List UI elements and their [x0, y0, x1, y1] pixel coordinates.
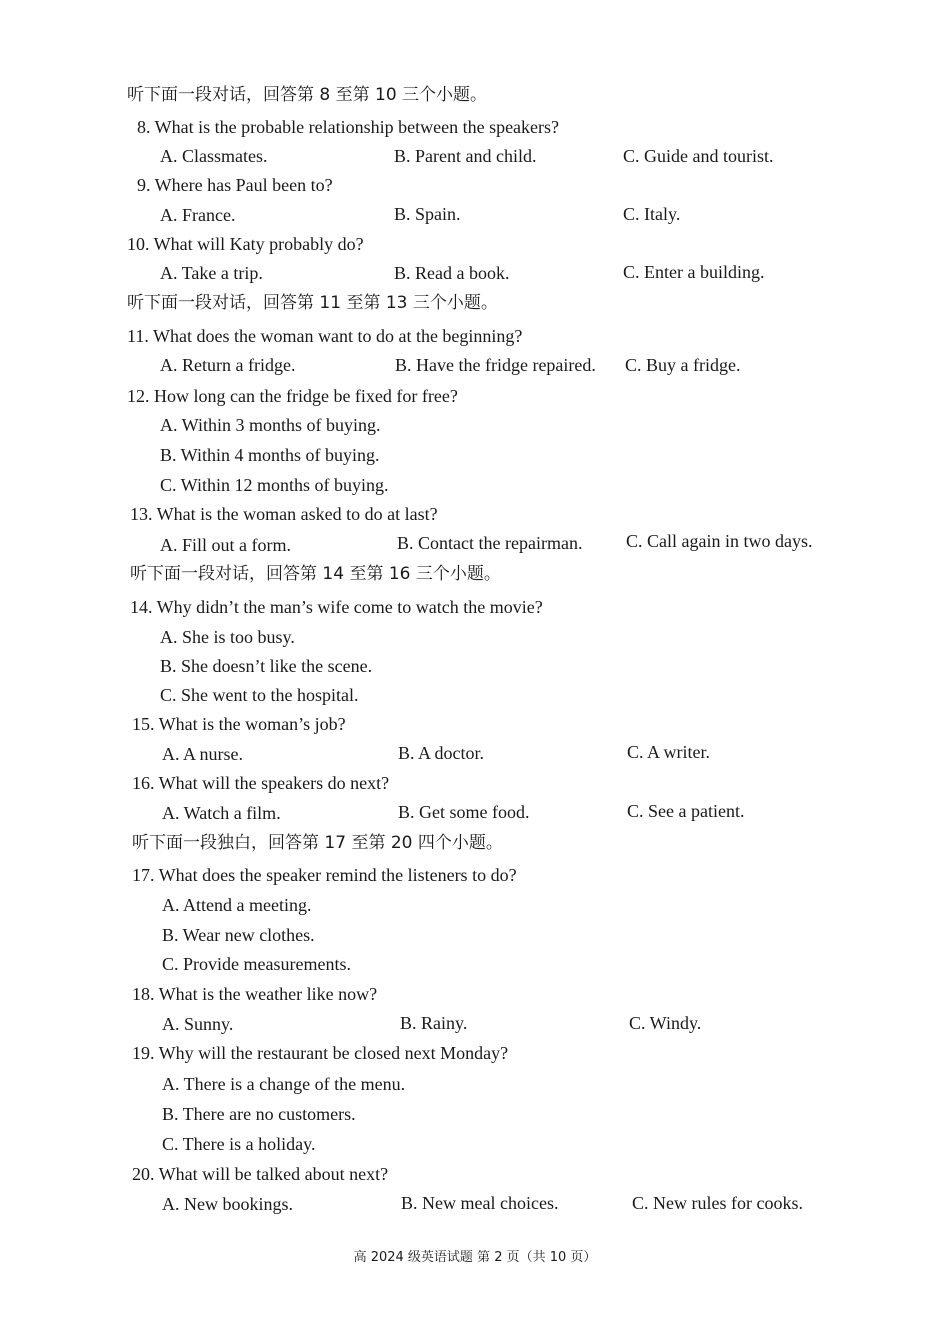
option-12c: C. Within 12 months of buying. — [160, 475, 389, 495]
option-14b: B. She doesn’t like the scene. — [160, 656, 373, 676]
option-15a: A. A nurse. — [162, 744, 243, 764]
question-20: 20. What will be talked about next? — [132, 1164, 389, 1184]
section-instruction: 听下面一段对话，回答第 14 至第 16 三个小题。 — [130, 564, 501, 584]
option-17c: C. Provide measurements. — [162, 954, 351, 974]
option-12b: B. Within 4 months of buying. — [160, 445, 380, 465]
option-8c: C. Guide and tourist. — [623, 146, 774, 166]
option-14c: C. She went to the hospital. — [160, 685, 359, 705]
option-16b: B. Get some food. — [398, 802, 530, 822]
option-16c: C. See a patient. — [627, 801, 745, 821]
option-18a: A. Sunny. — [162, 1014, 234, 1034]
option-20a: A. New bookings. — [162, 1194, 293, 1214]
question-12: 12. How long can the fridge be fixed for free? — [127, 386, 458, 406]
question-17: 17. What does the speaker remind the listeners to do? — [132, 865, 517, 885]
question-16: 16. What will the speakers do next? — [132, 773, 390, 793]
option-9b: B. Spain. — [394, 204, 461, 224]
option-11b: B. Have the fridge repaired. — [395, 355, 596, 375]
option-19a: A. There is a change of the menu. — [162, 1074, 406, 1094]
option-11c: C. Buy a fridge. — [625, 355, 741, 375]
option-17b: B. Wear new clothes. — [162, 925, 315, 945]
option-17a: A. Attend a meeting. — [162, 895, 312, 915]
option-12a: A. Within 3 months of buying. — [160, 415, 381, 435]
question-9: 9. Where has Paul been to? — [137, 175, 333, 195]
option-14a: A. She is too busy. — [160, 627, 295, 647]
section-instruction: 听下面一段对话，回答第 11 至第 13 三个小题。 — [127, 293, 498, 313]
option-8a: A. Classmates. — [160, 146, 268, 166]
question-15: 15. What is the woman’s job? — [132, 714, 346, 734]
question-10: 10. What will Katy probably do? — [127, 234, 364, 254]
section-instruction: 听下面一段对话，回答第 8 至第 10 三个小题。 — [127, 85, 488, 105]
option-18c: C. Windy. — [629, 1013, 702, 1033]
option-20c: C. New rules for cooks. — [632, 1193, 803, 1213]
option-13b: B. Contact the repairman. — [397, 533, 583, 553]
option-15b: B. A doctor. — [398, 743, 485, 763]
option-10b: B. Read a book. — [394, 263, 510, 283]
option-16a: A. Watch a film. — [162, 803, 281, 823]
option-15c: C. A writer. — [627, 742, 711, 762]
option-9a: A. France. — [160, 205, 236, 225]
option-11a: A. Return a fridge. — [160, 355, 296, 375]
option-13a: A. Fill out a form. — [160, 535, 291, 555]
option-20b: B. New meal choices. — [401, 1193, 559, 1213]
option-9c: C. Italy. — [623, 204, 681, 224]
option-8b: B. Parent and child. — [394, 146, 537, 166]
option-10c: C. Enter a building. — [623, 262, 765, 282]
option-13c: C. Call again in two days. — [626, 531, 813, 551]
option-18b: B. Rainy. — [400, 1013, 468, 1033]
page-footer: 高 2024 级英语试题 第 2 页（共 10 页） — [353, 1250, 597, 1265]
question-11: 11. What does the woman want to do at the beginning? — [127, 326, 523, 346]
option-10a: A. Take a trip. — [160, 263, 263, 283]
question-14: 14. Why didn’t the man’s wife come to watch the movie? — [130, 597, 543, 617]
question-8: 8. What is the probable relationship between the speakers? — [137, 117, 560, 137]
section-instruction: 听下面一段独白，回答第 17 至第 20 四个小题。 — [132, 833, 503, 853]
question-13: 13. What is the woman asked to do at last? — [130, 504, 438, 524]
option-19c: C. There is a holiday. — [162, 1134, 316, 1154]
question-19: 19. Why will the restaurant be closed next Monday? — [132, 1043, 509, 1063]
option-19b: B. There are no customers. — [162, 1104, 356, 1124]
question-18: 18. What is the weather like now? — [132, 984, 378, 1004]
